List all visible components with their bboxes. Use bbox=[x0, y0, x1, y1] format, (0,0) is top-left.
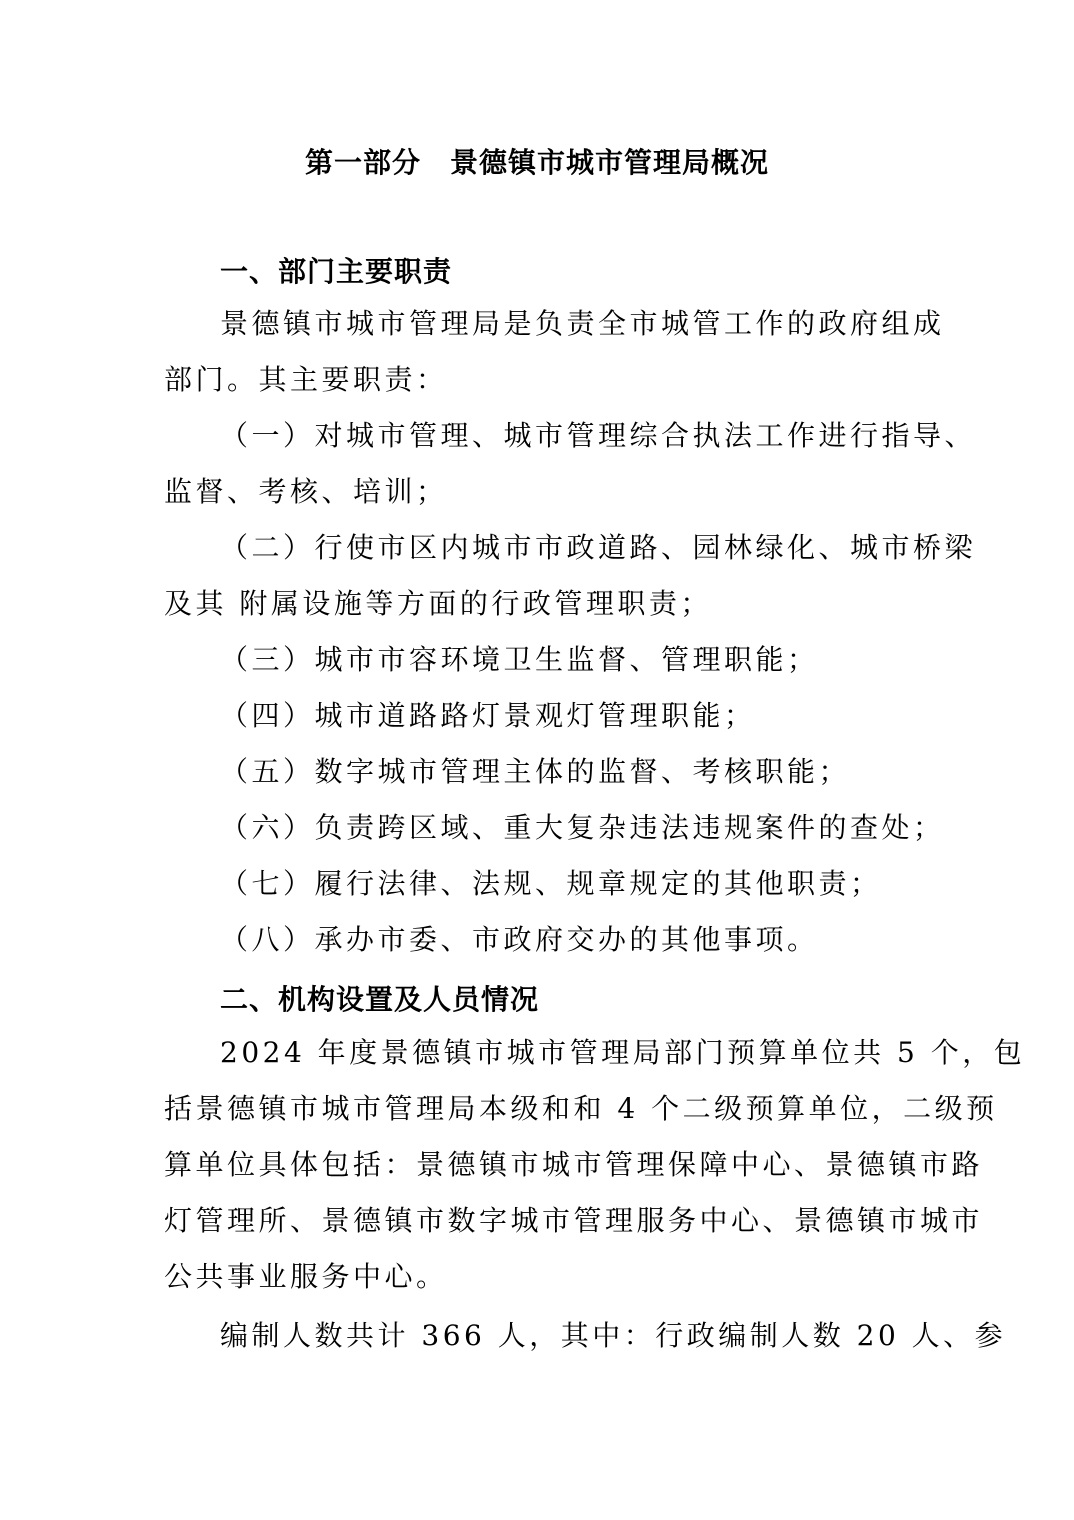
duty-item-7: （七）履行法律、法规、规章规定的其他职责； bbox=[220, 867, 882, 900]
intro-line-1: 景德镇市城市管理局是负责全市城管工作的政府组成 bbox=[220, 307, 945, 340]
duty-item-1-line-1: （一）对城市管理、城市管理综合执法工作进行指导、 bbox=[220, 419, 977, 452]
duty-item-5: （五）数字城市管理主体的监督、考核职能； bbox=[220, 755, 851, 788]
org-paragraph-line-3: 算单位具体包括：景德镇市城市管理保障中心、景德镇市路 bbox=[164, 1148, 984, 1181]
staffing-paragraph-line-1: 编制人数共计 366 人，其中：行政编制人数 20 人、参 bbox=[220, 1319, 1007, 1352]
duty-item-4: （四）城市道路路灯景观灯管理职能； bbox=[220, 699, 756, 732]
section-heading-duties: 一、部门主要职责 bbox=[220, 255, 453, 288]
duty-item-3: （三）城市市容环境卫生监督、管理职能； bbox=[220, 643, 819, 676]
duty-item-2-line-2: 及其 附属设施等方面的行政管理职责； bbox=[164, 587, 712, 620]
duty-item-8: （八）承办市委、市政府交办的其他事项。 bbox=[220, 923, 819, 956]
org-paragraph-line-5: 公共事业服务中心。 bbox=[164, 1260, 448, 1293]
org-paragraph-line-2: 括景德镇市城市管理局本级和和 4 个二级预算单位，二级预 bbox=[164, 1092, 998, 1125]
duty-item-2-line-1: （二）行使市区内城市市政道路、园林绿化、城市桥梁 bbox=[220, 531, 977, 564]
page-title: 第一部分 景德镇市城市管理局概况 bbox=[304, 146, 769, 179]
duty-item-6: （六）负责跨区域、重大复杂违法违规案件的查处； bbox=[220, 811, 945, 844]
duty-item-1-line-2: 监督、考核、培训； bbox=[164, 475, 448, 508]
section-heading-organization: 二、机构设置及人员情况 bbox=[220, 983, 540, 1016]
intro-line-2: 部门。其主要职责： bbox=[164, 363, 448, 396]
org-paragraph-line-4: 灯管理所、景德镇市数字城市管理服务中心、景德镇市城市 bbox=[164, 1204, 984, 1237]
org-paragraph-line-1: 2024 年度景德镇市城市管理局部门预算单位共 5 个，包 bbox=[220, 1036, 1026, 1069]
